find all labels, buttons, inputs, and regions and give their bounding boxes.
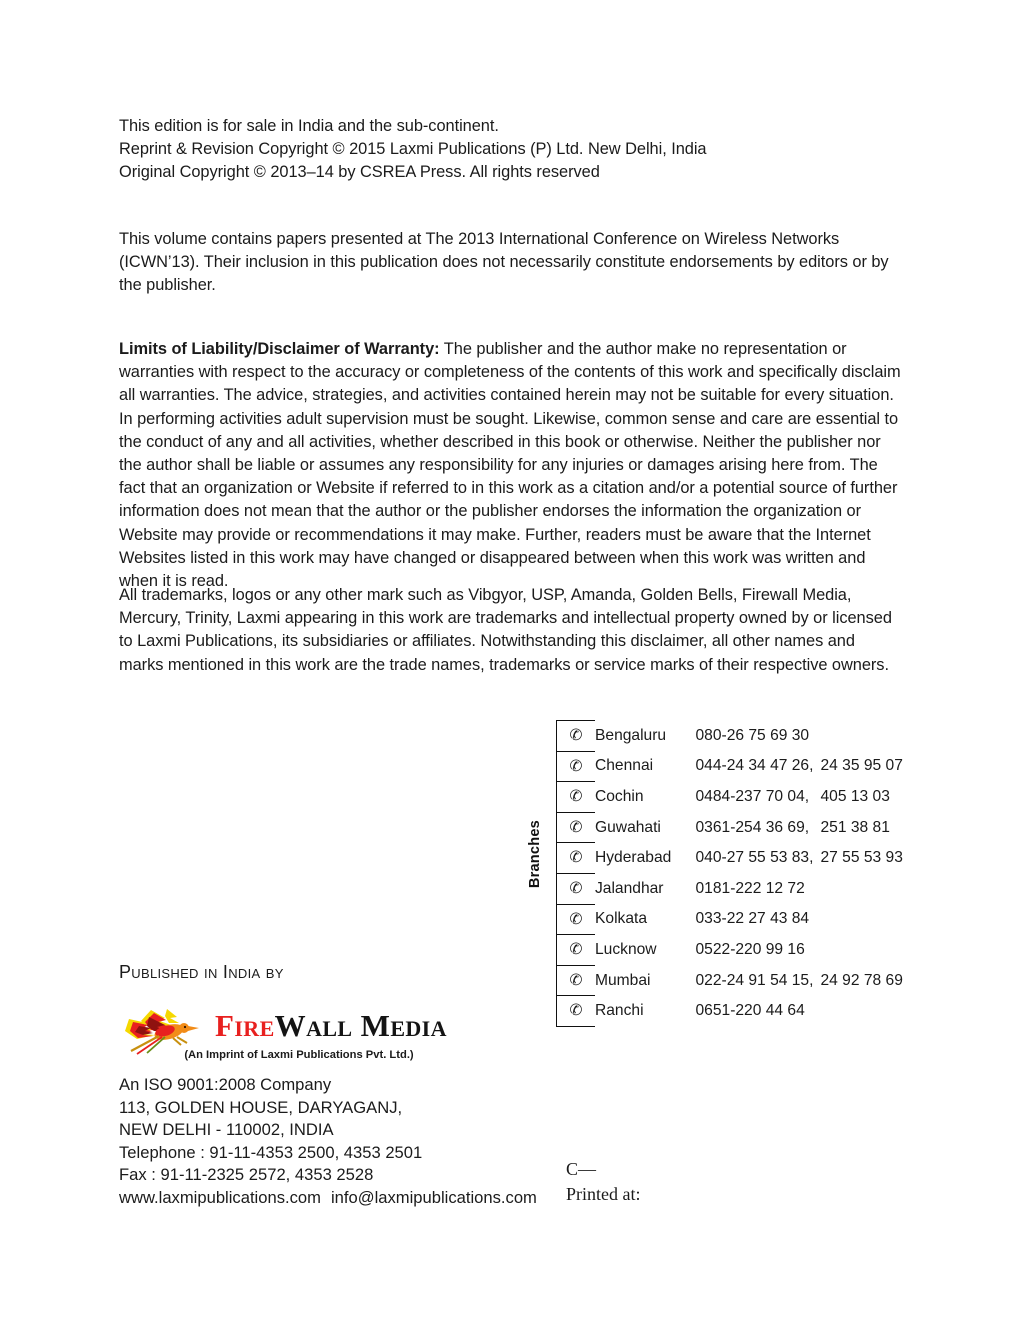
branch-phone-primary: 0484-237 70 04,	[695, 787, 810, 805]
fax-line: Fax : 91-11-2325 2572, 4353 2528	[119, 1165, 374, 1185]
branch-city: Mumbai	[595, 971, 651, 989]
table-row	[557, 751, 916, 782]
phone-icon: ✆	[557, 721, 596, 752]
table-row	[557, 721, 916, 752]
phone-icon: ✆	[557, 904, 596, 935]
firewall-media-logo	[119, 1005, 447, 1067]
branch-phone-secondary	[821, 721, 916, 752]
printer-marks-block	[566, 1157, 641, 1207]
branch-phone-primary: 0522-220 99 16	[695, 940, 805, 958]
branch-city: Lucknow	[595, 940, 657, 958]
liability-disclaimer-paragraph	[119, 338, 903, 593]
branch-phone-secondary: 405 13 03	[820, 787, 890, 805]
table-row	[557, 965, 916, 996]
branches-table-element	[556, 720, 916, 1027]
branch-city: Jalandhar	[595, 879, 664, 897]
branch-phone-secondary: 24 92 78 69	[820, 971, 903, 989]
address-city-line: NEW DELHI - 110002, INDIA	[119, 1120, 334, 1140]
volume-note-paragraph	[119, 228, 903, 298]
logo-wall-text: Wall Media	[274, 1008, 447, 1043]
branch-city: Ranchi	[595, 1002, 644, 1020]
disclaimer-body: The publisher and the author make no representation or warranties with respect to the accuracy or completeness of the contents of this work and specifically disclaim all warranties. The advice, strategies, and activities contained herein may not be suitable for every situation. In performing activities adult supervision must be sought. Likewise, common sense and care are essential to the conduct of any and all activities, whether described in this book or otherwise. Neither the publisher nor the author shall be liable or assumes any responsibility for any injuries or damages arising here from. The fact that an organization or Website if referred to in this work as a citation and/or a potential source of further information does not mean that the author or the publisher endorses the information the organization or Website may provide or recommendations it may make. Further, readers must be aware that the Internet Websites listed in this work may have changed or disappeared between when this work was written and when it is read.	[119, 340, 901, 591]
branch-city: Chennai	[595, 757, 654, 775]
phone-icon: ✆	[557, 843, 596, 874]
branches-table-body	[557, 721, 916, 1027]
trademarks-text: All trademarks, logos or any other mark such as Vibgyor, USP, Amanda, Golden Bells, Firewall Media, Mercury, Trinity, Laxmi appearing in this work are trademarks and intellectual property owned by or licensed to Laxmi Publications, its subsidiaries or affiliates. Notwithstanding this disclaimer, all other names and marks mentioned in this work are the trade names, trademarks or service marks of their respective owners.	[119, 586, 892, 674]
website-link[interactable]: www.laxmipublications.com	[119, 1187, 321, 1207]
branches-table	[556, 720, 916, 1027]
phone-icon: ✆	[557, 996, 596, 1027]
telephone-line: Telephone : 91-11-4353 2500, 4353 2501	[119, 1142, 423, 1162]
web-contact-line	[119, 1187, 547, 1210]
table-row	[557, 996, 916, 1027]
branch-phone-secondary: 27 55 53 93	[820, 849, 903, 867]
branch-city: Guwahati	[595, 818, 661, 836]
table-row	[557, 812, 916, 843]
edition-sale-line: This edition is for sale in India and the sub-continent.	[119, 117, 499, 135]
published-by-label: Published in India by	[119, 962, 284, 982]
table-row	[557, 782, 916, 813]
printer-code: C—	[566, 1159, 597, 1179]
phone-icon: ✆	[557, 965, 596, 996]
trademarks-paragraph	[119, 584, 903, 677]
branch-phone-secondary: 251 38 81	[820, 818, 890, 836]
branch-city: Cochin	[595, 787, 644, 805]
volume-note-text: This volume contains papers presented at The 2013 International Conference on Wireless Networks (ICWN’13). Their inclusion in this publication does not necessarily constitute endorsements by editors or by the publisher.	[119, 230, 889, 295]
branch-phone-primary: 044-24 34 47 26,	[695, 757, 814, 775]
table-row	[557, 935, 916, 966]
branch-phone-primary: 022-24 91 54 15,	[695, 971, 814, 989]
branch-phone-secondary	[821, 904, 916, 935]
branch-city: Bengaluru	[595, 726, 667, 744]
disclaimer-heading: Limits of Liability/Disclaimer of Warranty:	[119, 340, 440, 358]
branch-phone-secondary	[821, 873, 916, 904]
table-row	[557, 904, 916, 935]
branches-label: Branches	[527, 820, 543, 889]
logo-tagline: (An Imprint of Laxmi Publications Pvt. Ltd.)	[184, 1049, 414, 1061]
phone-icon: ✆	[557, 812, 596, 843]
table-row	[557, 873, 916, 904]
branch-phone-secondary: 24 35 95 07	[820, 757, 903, 775]
phone-icon: ✆	[557, 782, 596, 813]
edition-copyright-block	[119, 115, 919, 185]
publisher-address-block	[119, 1074, 547, 1210]
branch-phone-primary: 080-26 75 69 30	[695, 726, 810, 744]
address-street-line: 113, GOLDEN HOUSE, DARYAGANJ,	[119, 1097, 403, 1117]
reprint-copyright-line: Reprint & Revision Copyright © 2015 Laxmi Publications (P) Ltd. New Delhi, India	[119, 140, 707, 159]
branch-city: Hyderabad	[595, 849, 672, 867]
iso-certification-line: An ISO 9001:2008 Company	[119, 1075, 332, 1094]
branch-phone-primary: 033-22 27 43 84	[695, 910, 810, 928]
phone-icon: ✆	[557, 935, 596, 966]
branch-city: Kolkata	[595, 910, 648, 928]
branch-phone-secondary	[821, 935, 916, 966]
printed-at-label: Printed at:	[566, 1184, 641, 1204]
phone-icon: ✆	[557, 873, 596, 904]
logo-wordmark	[215, 1010, 447, 1041]
disclaimer-paragraph-text	[119, 338, 903, 593]
logo-fire-text: Fire	[215, 1008, 275, 1043]
table-row	[557, 843, 916, 874]
branch-phone-primary: 0181-222 12 72	[695, 879, 805, 897]
phone-icon: ✆	[557, 751, 596, 782]
branch-phone-secondary	[821, 996, 916, 1027]
branch-phone-primary: 0361-254 36 69,	[695, 818, 810, 836]
branch-phone-primary: 040-27 55 53 83,	[695, 849, 814, 867]
original-copyright-line: Original Copyright © 2013–14 by CSREA Press. All rights reserved	[119, 163, 600, 182]
email-link[interactable]: info@laxmipublications.com	[330, 1187, 537, 1207]
branch-phone-primary: 0651-220 44 64	[695, 1002, 805, 1020]
